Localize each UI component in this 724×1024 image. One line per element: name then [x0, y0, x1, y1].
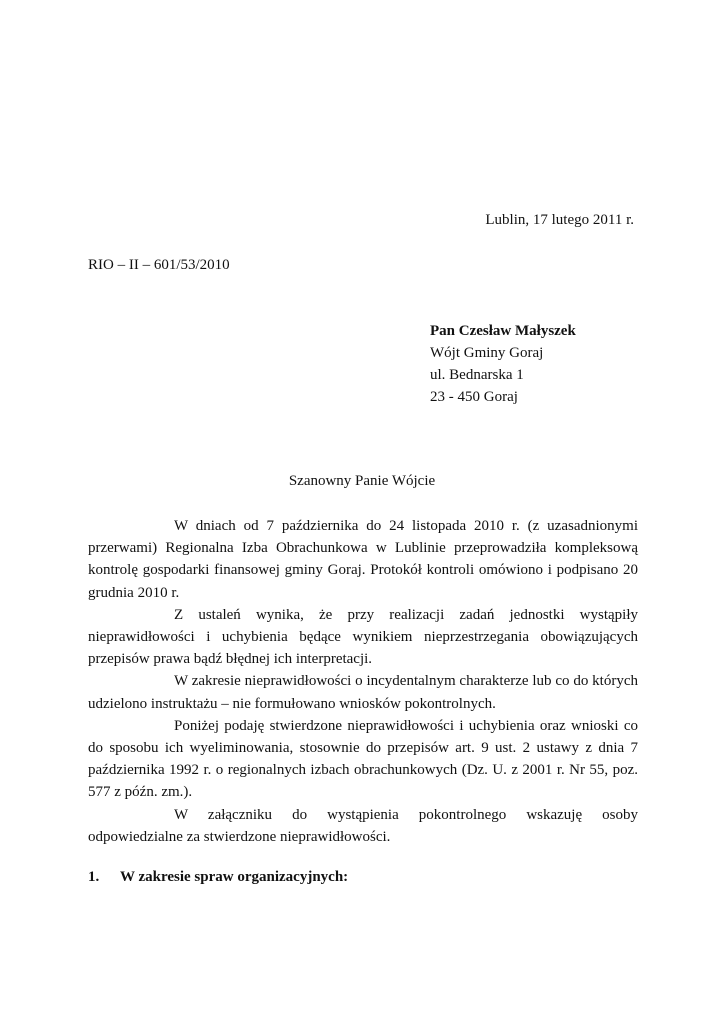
- recipient-street: ul. Bednarska 1: [430, 367, 524, 383]
- recipient-title: Wójt Gminy Goraj: [430, 345, 544, 361]
- body-paragraph: W załączniku do wystąpienia pokontrolnego wskazuję osoby odpowiedzialne za stwierdzone nieprawidłowości.: [88, 806, 638, 845]
- recipient-address-block: [430, 320, 576, 408]
- body-paragraph: Poniżej podaję stwierdzone nieprawidłowości i uchybienia oraz wnioski co do sposobu ich wyeliminowania, stosownie do przepisów art. 9 ust. 2 ustawy z dnia 7 października 1992 r. o regionalnych izbach obrachunkowych (Dz. U. z 2001 r. Nr 55, poz. 577 z późn. zm.).: [88, 717, 638, 801]
- body-paragraph: W zakresie nieprawidłowości o incydentalnym charakterze lub co do których udzielono instruktażu – nie formułowano wniosków pokontrolnych.: [88, 673, 638, 712]
- recipient-name: Pan Czesław Małyszek: [430, 323, 576, 339]
- section-number: 1.: [88, 869, 100, 885]
- body-paragraph: W dniach od 7 października do 24 listopada 2010 r. (z uzasadnionymi przerwami) Regionalna Izba Obrachunkowa w Lublinie przeprowadziła kompleksową kontrolę gospodarki finansowej gminy Goraj. Protokół kontroli omówiono i podpisano 20 grudnia 2010 r.: [88, 518, 638, 601]
- section-heading: [88, 869, 348, 886]
- letter-date: Lublin, 17 lutego 2011 r.: [485, 212, 634, 228]
- recipient-city: 23 - 450 Goraj: [430, 389, 518, 405]
- letter-body: [88, 515, 638, 848]
- body-paragraph: Z ustaleń wynika, że przy realizacji zadań jednostki wystąpiły nieprawidłowości i uchybienia będące wynikiem nieprzestrzegania obowiązujących przepisów prawa bądź błędnej ich interpretacji.: [88, 606, 638, 668]
- salutation: Szanowny Panie Wójcie: [288, 473, 436, 489]
- section-title: W zakresie spraw organizacyjnych:: [120, 869, 349, 885]
- reference-number: RIO – II – 601/53/2010: [88, 257, 230, 273]
